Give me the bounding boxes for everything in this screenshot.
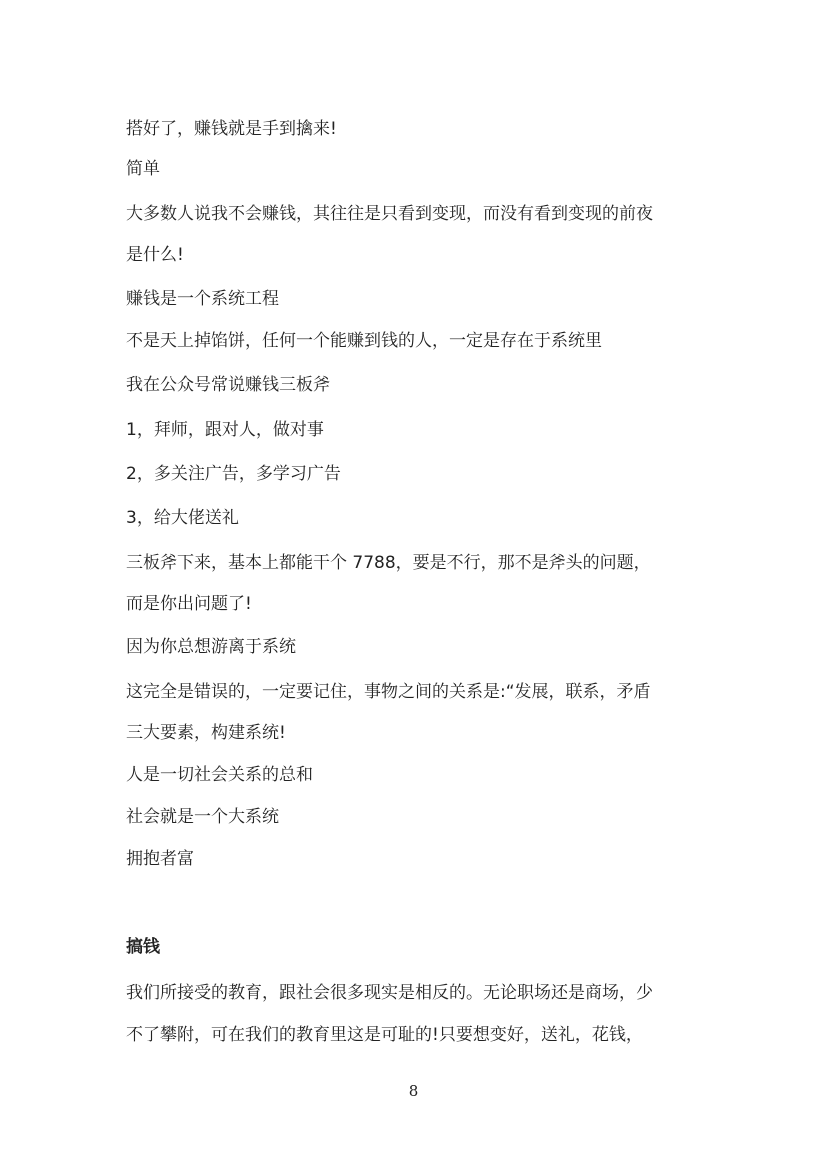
text-line: 是什么!: [126, 245, 184, 265]
page-number: 8: [408, 1082, 419, 1100]
text-line: 这完全是错误的，一定要记住，事物之间的关系是:“发展，联系，矛盾: [126, 682, 651, 702]
text-line: 我在公众号常说赚钱三板斧: [126, 375, 330, 395]
text-line: 拥抱者富: [126, 849, 194, 869]
section-heading: 搞钱: [126, 937, 160, 957]
paragraph-line: 我们所接受的教育，跟社会很多现实是相反的。无论职场还是商场，少: [126, 983, 653, 1003]
text-line: 赚钱是一个系统工程: [126, 289, 279, 309]
text-line: 因为你总想游离于系统: [126, 637, 296, 657]
text-line: 而是你出问题了!: [126, 594, 252, 614]
text-line: 三板斧下来，基本上都能干个 7788，要是不行，那不是斧头的问题，: [126, 553, 651, 573]
text-line: 大多数人说我不会赚钱，其往往是只看到变现，而没有看到变现的前夜: [126, 204, 653, 224]
text-line: 搭好了，赚钱就是手到擒来!: [126, 119, 337, 139]
text-line: 不是天上掉馅饼，任何一个能赚到钱的人，一定是存在于系统里: [126, 331, 602, 351]
text-line: 社会就是一个大系统: [126, 807, 279, 827]
list-item: 1，拜师，跟对人，做对事: [126, 420, 324, 440]
list-item: 3，给大佬送礼: [126, 508, 239, 528]
list-item: 2，多关注广告，多学习广告: [126, 464, 341, 484]
text-line: 简单: [126, 159, 160, 179]
paragraph-line: 不了攀附，可在我们的教育里这是可耻的!只要想变好，送礼，花钱，: [126, 1025, 643, 1045]
text-line: 三大要素，构建系统!: [126, 723, 286, 743]
text-line: 人是一切社会关系的总和: [126, 765, 313, 785]
